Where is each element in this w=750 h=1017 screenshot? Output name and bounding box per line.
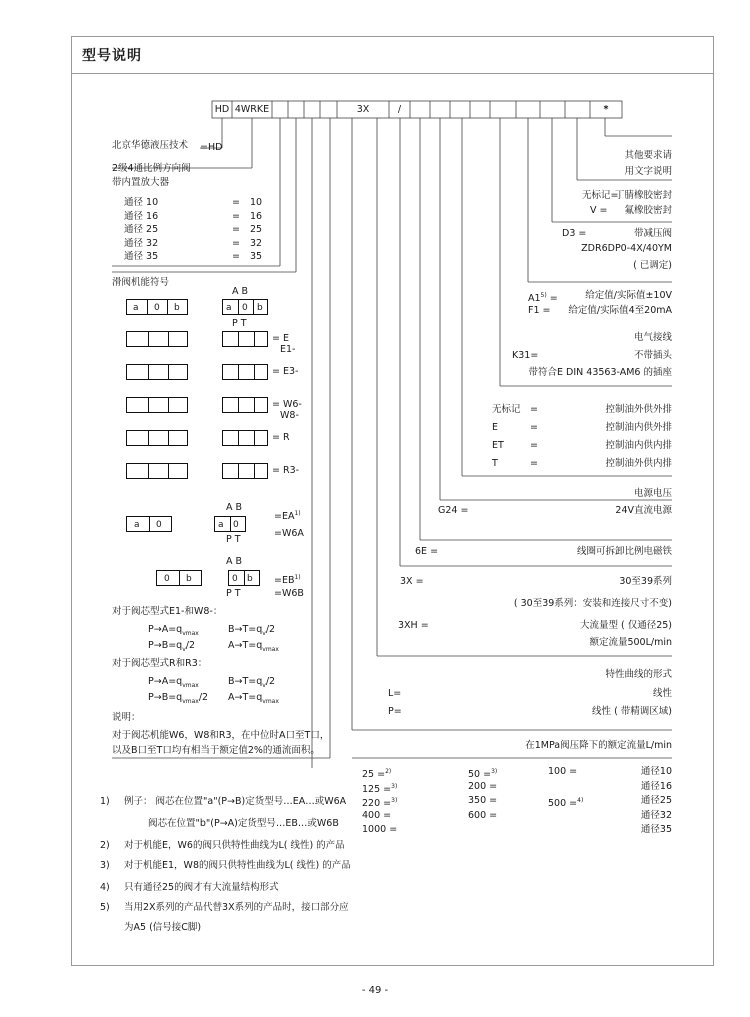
- spool-symbol: [222, 331, 268, 347]
- s3xh-code: 3XH =: [398, 620, 429, 631]
- size-value: 10: [250, 197, 263, 208]
- spool-symbol-basic: [126, 299, 188, 315]
- spool-code: = W6-: [272, 399, 302, 410]
- size-label: 通径 32: [124, 237, 159, 249]
- footnote-text: 对于机能E1，W8的阀只供特性曲线为L( 线性) 的产品: [124, 860, 351, 871]
- spool-symbol-eb-right: 0 b: [228, 570, 260, 586]
- cell-b: b: [174, 303, 180, 313]
- other-2: 用文字说明: [624, 166, 672, 177]
- e6-code: 6E =: [415, 546, 439, 557]
- cell-a: a: [133, 303, 139, 313]
- pt-label-eb: P T: [226, 588, 241, 599]
- ctrl-code: T: [492, 458, 498, 469]
- ctrl-eq: =: [530, 422, 538, 433]
- spool-symbol-ea-left: a 0: [126, 516, 172, 532]
- l-code: L=: [388, 688, 402, 699]
- d3-model: ZDR6DP0-4X/40YM: [581, 243, 672, 254]
- spool-code: = R: [272, 432, 290, 443]
- ctrl-eq: =: [530, 404, 538, 415]
- spool-symbol: [126, 397, 188, 413]
- flow-formula-b: $A\to T=q_{vmax}$: [228, 692, 279, 705]
- ctrl-text: 控制油内供外排: [605, 422, 672, 433]
- flow-size: 通径32: [640, 809, 672, 821]
- ctrl-code: 无标记: [492, 404, 521, 415]
- footnote-text: 阀芯在位置"b"(P→A)定货型号…EB…或W6B: [148, 818, 339, 829]
- desc-line-1: 对于阀芯机能W6，W8和R3，在中位时A口至T口，: [112, 730, 330, 741]
- footnote-number: 2): [100, 840, 110, 851]
- size-eq: =: [232, 237, 240, 249]
- footnote-number: 1): [100, 796, 110, 807]
- ctrl-text: 控制油外供内排: [605, 458, 672, 469]
- s3x-text: 30至39系列: [619, 576, 672, 587]
- other-1: 其他要求请: [624, 150, 672, 161]
- spool-symbol: [126, 430, 188, 446]
- spool-code-2: E1-: [280, 344, 296, 355]
- flow-cell: 25 =$^{2)}$: [362, 768, 392, 781]
- spool-symbol: [126, 331, 188, 347]
- flow-size: 通径25: [640, 795, 672, 806]
- flow-formula-a: $P\to B=q_{vmax}/2$: [148, 692, 209, 705]
- flow-cell: 50 =$^{3)}$: [468, 768, 498, 781]
- seal-v-text: 氟橡胶密封: [624, 205, 672, 216]
- maker-label: 北京华德液压技术: [112, 140, 189, 151]
- flow-cell: 500 =$^{4)}$: [548, 797, 584, 810]
- d3-code: D3 =: [562, 228, 587, 239]
- flow-size: 通径16: [640, 780, 672, 792]
- d3-text: 带减压阀: [633, 228, 672, 239]
- cell-b: b: [257, 303, 263, 313]
- flow-cell: 600 =: [468, 809, 498, 821]
- k31-code: K31=: [512, 350, 539, 361]
- ctrl-code: ET: [492, 440, 504, 451]
- flow-formula-b: $A\to T=q_{vmax}$: [228, 640, 279, 653]
- d3-note: ( 已调定): [633, 260, 672, 271]
- spool-symbol: [126, 463, 188, 479]
- flow-size: 通径35: [640, 824, 672, 835]
- footnote-number: 4): [100, 882, 110, 893]
- valve-type-2: 带内置放大器: [112, 177, 170, 188]
- spool-symbol: [222, 463, 268, 479]
- ctrl-eq: =: [530, 440, 538, 451]
- size-label: 通径 16: [124, 210, 159, 222]
- spool-title: 滑阀机能符号: [112, 277, 170, 288]
- flow-cell: 400 =: [362, 809, 392, 821]
- flow-formula-a: $P\to A=q_{vmax}$: [148, 624, 199, 637]
- power-title: 电源电压: [633, 488, 672, 499]
- p-text: 线性 ( 带精调区域): [592, 706, 672, 717]
- code-hd: HD: [214, 104, 230, 115]
- curve-title: 特性曲线的形式: [605, 669, 672, 680]
- ab-label-top: A B: [232, 286, 249, 297]
- w6a-code: =W6A: [274, 528, 304, 539]
- flow-cell: 125 =$^{3)}$: [362, 782, 398, 795]
- spool-symbol: [126, 364, 188, 380]
- seal-none-code: 无标记=: [582, 190, 619, 201]
- flow-cell: 100 =: [548, 766, 578, 777]
- ctrl-eq: =: [530, 458, 538, 469]
- spool-symbol: [222, 430, 268, 446]
- ea-code: $=EA^{1)}$: [274, 510, 301, 523]
- spool-code: = E: [272, 333, 289, 344]
- pt-label-ea: P T: [226, 534, 241, 545]
- footnote-text: 对于机能E，W6的阀只供特性曲线为L( 线性) 的产品: [124, 840, 345, 851]
- note-e1w8: 对于阀芯型式E1-和W8-：: [112, 606, 223, 617]
- footnote-text: 例子： 阀芯在位置"a"(P→B)定货型号…EA…或W6A: [124, 796, 347, 807]
- valve-type-1: 2级4通比例方向阀: [112, 163, 191, 174]
- maker-code: =HD: [200, 142, 223, 153]
- flow-formula-b: $B\to T=q_v/2$: [228, 624, 276, 637]
- spool-symbol: [222, 364, 268, 380]
- ab-label-eb: A B: [226, 556, 243, 567]
- size-eq: =: [232, 251, 240, 262]
- size-label: 通径 10: [124, 197, 159, 208]
- ab-label-ea: A B: [226, 502, 243, 513]
- k31-text-2: 带符合E DIN 43563-AM6 的插座: [528, 367, 672, 378]
- flow-title: 在1MPa阀压降下的额定流量L/min: [525, 740, 672, 751]
- flow-cell: 220 =$^{3)}$: [362, 797, 398, 810]
- flow-formula-a: $P\to B=q_v/2$: [148, 640, 196, 653]
- footnote-number: 5): [100, 902, 110, 913]
- size-eq: =: [232, 224, 240, 235]
- e6-text: 线圈可拆卸比例电磁铁: [576, 546, 672, 557]
- desc-title: 说明：: [112, 712, 141, 723]
- a1-text: 给定值/实际值±10V: [585, 290, 672, 301]
- eb-code: $=EB^{1)}$: [274, 574, 301, 587]
- footnote-text: 为A5 (信号接C脚): [124, 922, 202, 933]
- size-eq: =: [232, 197, 240, 208]
- g24-text: 24V直流电源: [615, 505, 672, 516]
- code-4wrke: 4WRKE: [234, 104, 270, 115]
- spool-symbol-ea-right: a 0: [214, 516, 246, 532]
- cell-a: a: [226, 303, 232, 313]
- l-text: 线性: [652, 688, 672, 699]
- spool-symbol-eb-left: 0 b: [156, 570, 202, 586]
- flow-cell: 200 =: [468, 780, 498, 792]
- flow-formula-a: $P\to A=q_{vmax}$: [148, 676, 199, 689]
- s3x-code: 3X =: [400, 576, 424, 587]
- note-rr3: 对于阀芯型式R和R3：: [112, 658, 208, 669]
- k31-text: 不带插头: [633, 350, 672, 361]
- size-value: 35: [250, 251, 263, 262]
- cell-0: 0: [242, 303, 248, 313]
- spool-code-2: W8-: [280, 410, 299, 421]
- spool-code: = E3-: [272, 366, 299, 377]
- f1-text: 给定值/实际值4至20mA: [568, 305, 672, 316]
- code-slash: /: [397, 104, 402, 115]
- flow-cell: 350 =: [468, 795, 498, 806]
- section-title: 型号说明: [82, 48, 142, 64]
- ctrl-text: 控制油外供外排: [605, 404, 672, 415]
- size-eq: =: [232, 210, 240, 222]
- seal-v-code: V =: [590, 205, 608, 216]
- g24-code: G24 =: [438, 505, 469, 516]
- size-value: 25: [250, 224, 263, 235]
- footnote-text: 只有通径25的阀才有大流量结构形式: [124, 882, 279, 893]
- pt-label-top: P T: [232, 318, 247, 329]
- code-star: *: [603, 104, 609, 115]
- page-number: - 49 -: [361, 985, 389, 996]
- s3x-note: ( 30至39系列：安装和连接尺寸不变): [513, 598, 672, 609]
- desc-line-2: 以及B口至T口均有相当于额定值2%的通流面积。: [112, 745, 320, 756]
- elec-title: 电气接线: [633, 332, 672, 343]
- p-code: P=: [388, 706, 402, 717]
- s3xh-text: 大流量型 ( 仅通径25): [579, 620, 672, 631]
- size-value: 32: [250, 237, 263, 249]
- spool-code: = R3-: [272, 465, 300, 476]
- a1-code: A1$^{5)}$ =: [528, 292, 558, 305]
- spool-symbol-basic-2: [222, 299, 268, 315]
- footnote-text: 当用2X系列的产品代替3X系列的产品时，接口部分应: [124, 902, 349, 913]
- cell-0: 0: [154, 303, 160, 313]
- ctrl-code: E: [492, 422, 499, 433]
- s3xh-text-2: 额定流量500L/min: [589, 637, 672, 648]
- w6b-code: =W6B: [274, 588, 304, 599]
- size-label: 通径 35: [124, 251, 159, 262]
- ctrl-text: 控制油内供内排: [605, 440, 672, 451]
- flow-formula-b: $B\to T=q_v/2$: [228, 676, 276, 689]
- code-3x: 3X: [356, 104, 370, 115]
- size-value: 16: [250, 210, 263, 222]
- footnote-number: 3): [100, 860, 110, 871]
- seal-none-text: 丁腈橡胶密封: [614, 190, 672, 201]
- f1-code: F1 =: [528, 305, 551, 316]
- spool-symbol: [222, 397, 268, 413]
- flow-cell: 1000 =: [362, 824, 398, 835]
- size-label: 通径 25: [124, 224, 159, 235]
- flow-size: 通径10: [640, 766, 672, 777]
